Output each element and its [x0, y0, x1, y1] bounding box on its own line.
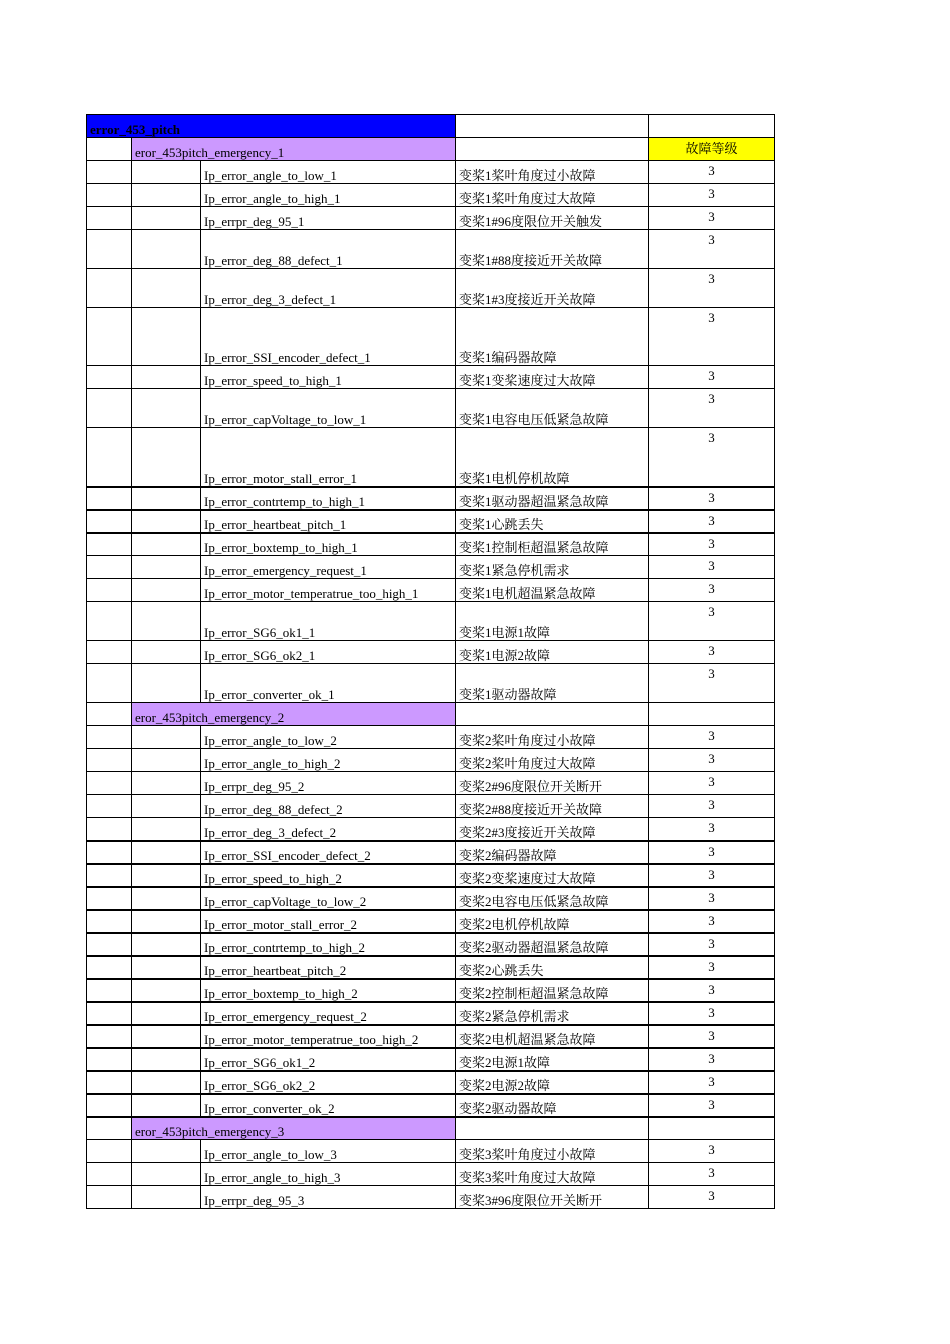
empty-cell[interactable]: [132, 956, 201, 979]
fault-level-cell[interactable]: 3: [649, 1094, 775, 1117]
empty-cell[interactable]: [87, 703, 132, 726]
error-desc-cell[interactable]: 变桨2电机超温紧急故障: [456, 1025, 649, 1048]
table-row: [87, 1025, 775, 1048]
error-code-cell[interactable]: Ip_errpr_deg_95_2: [201, 772, 456, 795]
fault-level-cell[interactable]: 3: [649, 726, 775, 749]
fault-level-cell[interactable]: 3: [649, 602, 775, 641]
error-desc-cell[interactable]: 变桨2紧急停机需求: [456, 1002, 649, 1025]
table-row: [87, 1094, 775, 1117]
fault-level-cell[interactable]: 3: [649, 887, 775, 910]
error-desc-cell[interactable]: 变桨2心跳丢失: [456, 956, 649, 979]
empty-cell[interactable]: [87, 864, 132, 887]
empty-cell[interactable]: [132, 556, 201, 579]
empty-cell[interactable]: [132, 428, 201, 487]
error-desc-cell[interactable]: 变桨2编码器故障: [456, 841, 649, 864]
empty-cell[interactable]: [87, 556, 132, 579]
fault-level-cell[interactable]: 3: [649, 910, 775, 933]
table-row: [87, 1186, 775, 1209]
fault-level-cell[interactable]: 3: [649, 389, 775, 428]
table-row: [87, 487, 775, 510]
table-row: [87, 864, 775, 887]
error-desc-cell[interactable]: 变桨2电源2故障: [456, 1071, 649, 1094]
error-table-body: [87, 115, 775, 1209]
error-code-cell[interactable]: Ip_error_SG6_ok1_2: [201, 1048, 456, 1071]
error-code-cell[interactable]: Ip_error_motor_temperatrue_too_high_1: [201, 579, 456, 602]
table-row: [87, 308, 775, 366]
error-code-cell[interactable]: Ip_error_heartbeat_pitch_2: [201, 956, 456, 979]
empty-cell[interactable]: [456, 138, 649, 161]
empty-cell[interactable]: [132, 487, 201, 510]
table-row: [87, 1140, 775, 1163]
error-desc-cell[interactable]: 变桨2电容电压低紧急故障: [456, 887, 649, 910]
table-row: [87, 772, 775, 795]
empty-cell[interactable]: [87, 841, 132, 864]
empty-cell[interactable]: [649, 1117, 775, 1140]
empty-cell[interactable]: [87, 269, 132, 308]
table-row: [87, 956, 775, 979]
error-desc-cell[interactable]: 变桨1桨叶角度过小故障: [456, 161, 649, 184]
empty-cell[interactable]: [132, 864, 201, 887]
error-desc-cell[interactable]: 变桨1#3度接近开关故障: [456, 269, 649, 308]
empty-cell[interactable]: [132, 1186, 201, 1209]
empty-cell[interactable]: [132, 1094, 201, 1117]
fault-level-cell[interactable]: 3: [649, 1071, 775, 1094]
error-code-cell[interactable]: Ip_error_speed_to_high_2: [201, 864, 456, 887]
error-code-cell[interactable]: Ip_error_angle_to_high_3: [201, 1163, 456, 1186]
fault-level-cell[interactable]: 3: [649, 556, 775, 579]
error-desc-cell[interactable]: 变桨1电源2故障: [456, 641, 649, 664]
table-row: [87, 887, 775, 910]
error-code-cell[interactable]: Ip_error_speed_to_high_1: [201, 366, 456, 389]
error-code-cell[interactable]: Ip_errpr_deg_95_1: [201, 207, 456, 230]
group-row: [87, 703, 775, 726]
error-code-cell[interactable]: Ip_error_SG6_ok2_2: [201, 1071, 456, 1094]
fault-level-cell[interactable]: 3: [649, 207, 775, 230]
empty-cell[interactable]: [132, 772, 201, 795]
error-desc-cell[interactable]: 变桨2驱动器超温紧急故障: [456, 933, 649, 956]
error-desc-cell[interactable]: 变桨2电源1故障: [456, 1048, 649, 1071]
error-desc-cell[interactable]: 变桨2#96度限位开关断开: [456, 772, 649, 795]
fault-level-cell[interactable]: 3: [649, 1048, 775, 1071]
empty-cell[interactable]: [87, 933, 132, 956]
table-row: [87, 1002, 775, 1025]
error-desc-cell[interactable]: 变桨1电容电压低紧急故障: [456, 389, 649, 428]
table-row: [87, 207, 775, 230]
group-row: [87, 138, 775, 161]
error-desc-cell[interactable]: 变桨1#88度接近开关故障: [456, 230, 649, 269]
error-desc-cell[interactable]: 变桨2驱动器故障: [456, 1094, 649, 1117]
table-row: [87, 1071, 775, 1094]
table-row: [87, 579, 775, 602]
table-row: [87, 602, 775, 641]
empty-cell[interactable]: [87, 795, 132, 818]
error-desc-cell[interactable]: 变桨1电源1故障: [456, 602, 649, 641]
empty-cell[interactable]: [87, 749, 132, 772]
fault-level-cell[interactable]: 3: [649, 428, 775, 487]
error-desc-cell[interactable]: 变桨2桨叶角度过小故障: [456, 726, 649, 749]
empty-cell[interactable]: [87, 887, 132, 910]
error-desc-cell[interactable]: 变桨2#88度接近开关故障: [456, 795, 649, 818]
empty-cell[interactable]: [132, 533, 201, 556]
empty-cell[interactable]: [87, 207, 132, 230]
fault-level-cell[interactable]: 3: [649, 956, 775, 979]
empty-cell[interactable]: [87, 510, 132, 533]
fault-level-cell[interactable]: 3: [649, 818, 775, 841]
group-label[interactable]: eror_453pitch_emergency_3: [132, 1117, 456, 1140]
table-row: [87, 269, 775, 308]
table-row: [87, 184, 775, 207]
root-row: [87, 115, 775, 138]
empty-cell[interactable]: [132, 366, 201, 389]
empty-cell[interactable]: [132, 1002, 201, 1025]
fault-level-cell[interactable]: 3: [649, 269, 775, 308]
empty-cell[interactable]: [87, 161, 132, 184]
table-row: [87, 428, 775, 487]
empty-cell[interactable]: [87, 579, 132, 602]
error-desc-cell[interactable]: 变桨2#3度接近开关故障: [456, 818, 649, 841]
empty-cell[interactable]: [87, 389, 132, 428]
fault-level-cell[interactable]: 3: [649, 366, 775, 389]
empty-cell[interactable]: [132, 795, 201, 818]
empty-cell[interactable]: [132, 841, 201, 864]
error-code-cell[interactable]: Ip_error_SSI_encoder_defect_1: [201, 308, 456, 366]
empty-cell[interactable]: [87, 602, 132, 641]
error-code-cell[interactable]: Ip_error_motor_stall_error_2: [201, 910, 456, 933]
empty-cell[interactable]: [87, 1048, 132, 1071]
empty-cell[interactable]: [132, 269, 201, 308]
table-row: [87, 841, 775, 864]
error-code-cell[interactable]: Ip_error_converter_ok_2: [201, 1094, 456, 1117]
empty-cell[interactable]: [132, 1140, 201, 1163]
error-desc-cell[interactable]: 变桨1控制柜超温紧急故障: [456, 533, 649, 556]
error-code-cell[interactable]: Ip_error_deg_88_defect_1: [201, 230, 456, 269]
empty-cell[interactable]: [132, 910, 201, 933]
error-desc-cell[interactable]: 变桨2桨叶角度过大故障: [456, 749, 649, 772]
empty-cell[interactable]: [456, 1117, 649, 1140]
error-code-cell[interactable]: Ip_error_converter_ok_1: [201, 664, 456, 703]
empty-cell[interactable]: [132, 184, 201, 207]
error-desc-cell[interactable]: 变桨2控制柜超温紧急故障: [456, 979, 649, 1002]
table-row: [87, 230, 775, 269]
error-code-cell[interactable]: Ip_error_boxtemp_to_high_2: [201, 979, 456, 1002]
fault-level-cell[interactable]: 3: [649, 579, 775, 602]
table-row: [87, 641, 775, 664]
empty-cell[interactable]: [132, 579, 201, 602]
empty-cell[interactable]: [87, 428, 132, 487]
table-row: [87, 749, 775, 772]
fault-level-cell[interactable]: 3: [649, 841, 775, 864]
fault-level-cell[interactable]: 3: [649, 161, 775, 184]
empty-cell[interactable]: [87, 1002, 132, 1025]
empty-cell[interactable]: [87, 772, 132, 795]
error-desc-cell[interactable]: 变桨1电机停机故障: [456, 428, 649, 487]
error-desc-cell[interactable]: 变桨1驱动器故障: [456, 664, 649, 703]
empty-cell[interactable]: [132, 979, 201, 1002]
empty-cell[interactable]: [87, 533, 132, 556]
error-code-cell[interactable]: Ip_error_angle_to_low_3: [201, 1140, 456, 1163]
error-desc-cell[interactable]: 变桨3桨叶角度过小故障: [456, 1140, 649, 1163]
empty-cell[interactable]: [87, 641, 132, 664]
empty-cell[interactable]: [132, 1163, 201, 1186]
error-code-cell[interactable]: Ip_error_deg_3_defect_2: [201, 818, 456, 841]
empty-cell[interactable]: [87, 1117, 132, 1140]
error-code-cell[interactable]: Ip_errpr_deg_95_3: [201, 1186, 456, 1209]
fault-level-cell[interactable]: 3: [649, 1002, 775, 1025]
empty-cell[interactable]: [649, 703, 775, 726]
fault-level-cell[interactable]: 3: [649, 933, 775, 956]
fault-level-cell[interactable]: 3: [649, 510, 775, 533]
error-code-cell[interactable]: Ip_error_contrtemp_to_high_2: [201, 933, 456, 956]
table-row: [87, 726, 775, 749]
table-row: [87, 366, 775, 389]
empty-cell[interactable]: [132, 308, 201, 366]
table-row: [87, 933, 775, 956]
error-code-cell[interactable]: Ip_error_deg_3_defect_1: [201, 269, 456, 308]
empty-cell[interactable]: [87, 308, 132, 366]
table-row: [87, 795, 775, 818]
error-desc-cell[interactable]: 变桨2变桨速度过大故障: [456, 864, 649, 887]
error-desc-cell[interactable]: 变桨1紧急停机需求: [456, 556, 649, 579]
empty-cell[interactable]: [132, 1025, 201, 1048]
group-label[interactable]: eror_453pitch_emergency_1: [132, 138, 456, 161]
empty-cell[interactable]: [87, 230, 132, 269]
empty-cell[interactable]: [132, 933, 201, 956]
empty-cell[interactable]: [132, 887, 201, 910]
empty-cell[interactable]: [87, 1186, 132, 1209]
empty-cell[interactable]: [87, 910, 132, 933]
error-code-cell[interactable]: Ip_error_motor_stall_error_1: [201, 428, 456, 487]
empty-cell[interactable]: [87, 1163, 132, 1186]
error-code-cell[interactable]: Ip_error_heartbeat_pitch_1: [201, 510, 456, 533]
error-code-cell[interactable]: Ip_error_deg_88_defect_2: [201, 795, 456, 818]
empty-cell[interactable]: [132, 1048, 201, 1071]
empty-cell[interactable]: [87, 956, 132, 979]
fault-level-cell[interactable]: 3: [649, 1186, 775, 1209]
error-code-cell[interactable]: Ip_error_contrtemp_to_high_1: [201, 487, 456, 510]
fault-level-cell[interactable]: 3: [649, 1140, 775, 1163]
error-desc-cell[interactable]: 变桨1编码器故障: [456, 308, 649, 366]
table-row: [87, 1048, 775, 1071]
error-desc-cell[interactable]: 变桨3#96度限位开关断开: [456, 1186, 649, 1209]
error-desc-cell[interactable]: 变桨1电机超温紧急故障: [456, 579, 649, 602]
empty-cell[interactable]: [87, 1140, 132, 1163]
empty-cell[interactable]: [132, 207, 201, 230]
error-desc-cell[interactable]: 变桨1心跳丢失: [456, 510, 649, 533]
empty-cell[interactable]: [87, 1025, 132, 1048]
fault-level-cell[interactable]: 3: [649, 1025, 775, 1048]
fault-level-cell[interactable]: 3: [649, 230, 775, 269]
error-desc-cell[interactable]: 变桨1桨叶角度过大故障: [456, 184, 649, 207]
error-desc-cell[interactable]: 变桨1驱动器超温紧急故障: [456, 487, 649, 510]
empty-cell[interactable]: [132, 389, 201, 428]
empty-cell[interactable]: [87, 1094, 132, 1117]
error-code-cell[interactable]: Ip_error_SG6_ok2_1: [201, 641, 456, 664]
fault-level-cell[interactable]: 3: [649, 641, 775, 664]
fault-level-cell[interactable]: 3: [649, 664, 775, 703]
error-code-cell[interactable]: Ip_error_angle_to_high_1: [201, 184, 456, 207]
table-row: [87, 910, 775, 933]
level-header[interactable]: 故障等级: [649, 138, 775, 161]
empty-cell[interactable]: [87, 366, 132, 389]
table-row: [87, 664, 775, 703]
empty-cell[interactable]: [649, 115, 775, 138]
empty-cell[interactable]: [456, 115, 649, 138]
error-table: [86, 114, 775, 1209]
error-desc-cell[interactable]: 变桨3桨叶角度过大故障: [456, 1163, 649, 1186]
empty-cell[interactable]: [132, 641, 201, 664]
error-code-cell[interactable]: Ip_error_emergency_request_1: [201, 556, 456, 579]
empty-cell[interactable]: [456, 703, 649, 726]
table-row: [87, 979, 775, 1002]
empty-cell[interactable]: [87, 726, 132, 749]
empty-cell[interactable]: [87, 487, 132, 510]
empty-cell[interactable]: [132, 749, 201, 772]
empty-cell[interactable]: [132, 664, 201, 703]
table-row: [87, 389, 775, 428]
error-code-cell[interactable]: Ip_error_SSI_encoder_defect_2: [201, 841, 456, 864]
fault-level-cell[interactable]: 3: [649, 533, 775, 556]
error-code-cell[interactable]: Ip_error_motor_temperatrue_too_high_2: [201, 1025, 456, 1048]
table-row: [87, 1163, 775, 1186]
table-row: [87, 510, 775, 533]
error-desc-cell[interactable]: 变桨1变桨速度过大故障: [456, 366, 649, 389]
error-code-cell[interactable]: Ip_error_boxtemp_to_high_1: [201, 533, 456, 556]
fault-level-cell[interactable]: 3: [649, 184, 775, 207]
group-row: [87, 1117, 775, 1140]
table-row: [87, 556, 775, 579]
empty-cell[interactable]: [87, 818, 132, 841]
empty-cell[interactable]: [132, 510, 201, 533]
table-row: [87, 818, 775, 841]
empty-cell[interactable]: [87, 184, 132, 207]
empty-cell[interactable]: [87, 664, 132, 703]
fault-level-cell[interactable]: 3: [649, 749, 775, 772]
empty-cell[interactable]: [87, 1071, 132, 1094]
fault-level-cell[interactable]: 3: [649, 308, 775, 366]
error-desc-cell[interactable]: 变桨1#96度限位开关触发: [456, 207, 649, 230]
empty-cell[interactable]: [132, 230, 201, 269]
error-code-cell[interactable]: Ip_error_SG6_ok1_1: [201, 602, 456, 641]
empty-cell[interactable]: [132, 818, 201, 841]
error-code-cell[interactable]: Ip_error_angle_to_high_2: [201, 749, 456, 772]
empty-cell[interactable]: [132, 602, 201, 641]
fault-level-cell[interactable]: 3: [649, 1163, 775, 1186]
table-row: [87, 533, 775, 556]
empty-cell[interactable]: [132, 161, 201, 184]
error-code-cell[interactable]: Ip_error_angle_to_low_2: [201, 726, 456, 749]
error-code-cell[interactable]: Ip_error_capVoltage_to_low_2: [201, 887, 456, 910]
group-label[interactable]: eror_453pitch_emergency_2: [132, 703, 456, 726]
fault-level-cell[interactable]: 3: [649, 979, 775, 1002]
error-code-cell[interactable]: Ip_error_capVoltage_to_low_1: [201, 389, 456, 428]
empty-cell[interactable]: [132, 726, 201, 749]
empty-cell[interactable]: [87, 138, 132, 161]
empty-cell[interactable]: [87, 979, 132, 1002]
fault-level-cell[interactable]: 3: [649, 795, 775, 818]
root-label[interactable]: error_453_pitch: [87, 115, 456, 138]
error-code-cell[interactable]: Ip_error_angle_to_low_1: [201, 161, 456, 184]
fault-level-cell[interactable]: 3: [649, 864, 775, 887]
fault-level-cell[interactable]: 3: [649, 487, 775, 510]
error-desc-cell[interactable]: 变桨2电机停机故障: [456, 910, 649, 933]
empty-cell[interactable]: [132, 1071, 201, 1094]
error-code-cell[interactable]: Ip_error_emergency_request_2: [201, 1002, 456, 1025]
table-row: [87, 161, 775, 184]
fault-level-cell[interactable]: 3: [649, 772, 775, 795]
